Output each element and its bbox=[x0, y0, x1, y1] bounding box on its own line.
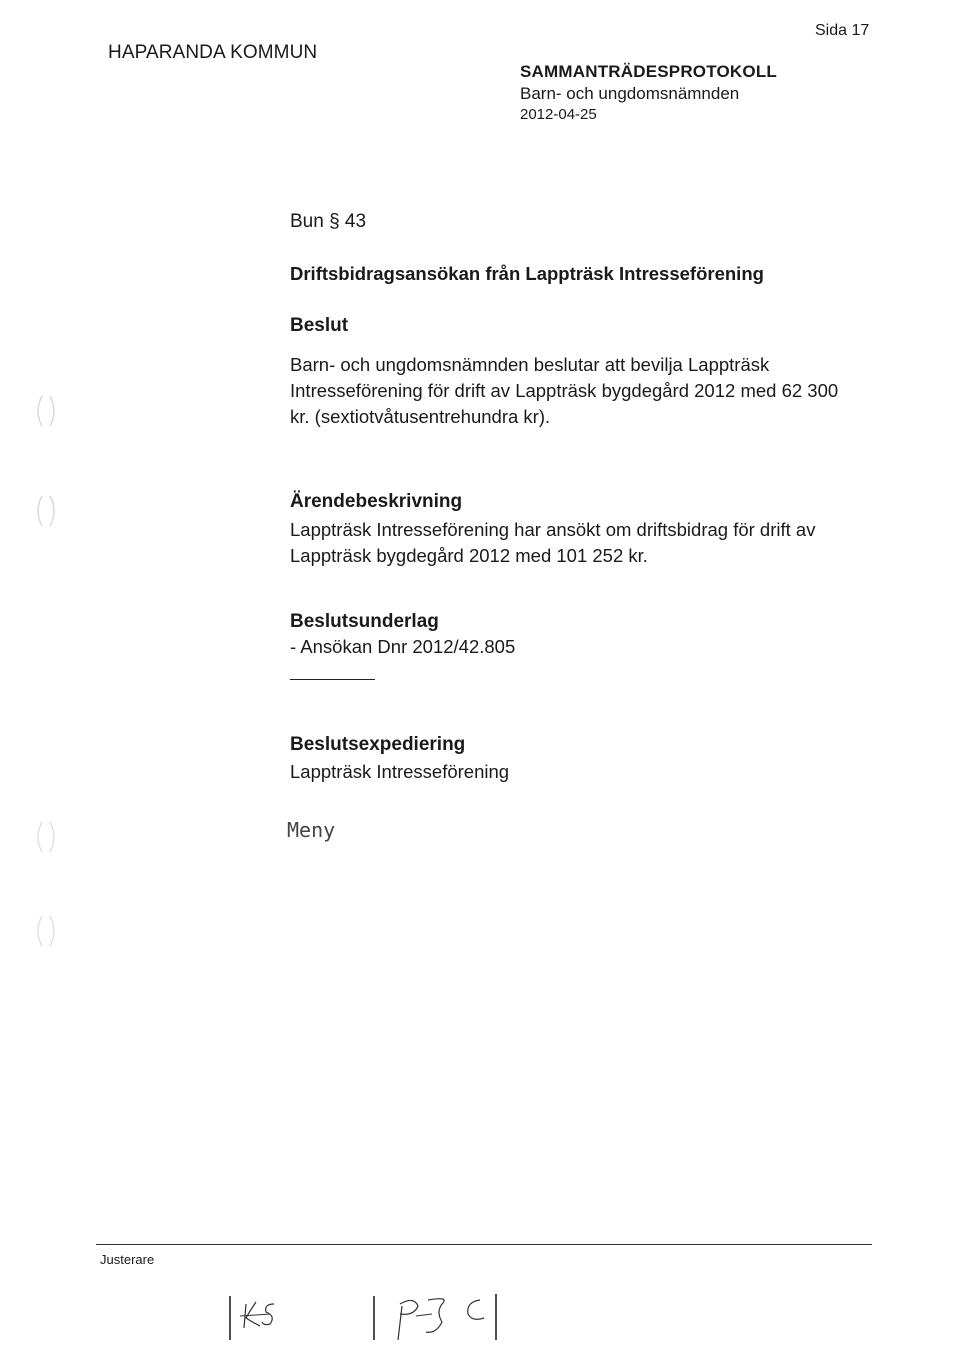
beslut-line: kr. (sextiotvåtusentrehundra kr). bbox=[290, 406, 551, 427]
arendebeskrivning-line: Lappträsk bygdegård 2012 med 101 252 kr. bbox=[290, 545, 648, 566]
signature-initials-ks bbox=[226, 1282, 306, 1342]
punch-hole-mark-icon bbox=[32, 392, 60, 430]
section-title: Driftsbidragsansökan från Lappträsk Intresseförening bbox=[290, 263, 764, 284]
paragraph-reference: Bun § 43 bbox=[290, 211, 367, 232]
document-type: SAMMANTRÄDESPROTOKOLL bbox=[520, 62, 777, 81]
section-divider bbox=[290, 679, 375, 680]
beslutsexpediering-recipient: Lappträsk Intresseförening bbox=[290, 761, 510, 782]
beslutsunderlag-item: - Ansökan Dnr 2012/42.805 bbox=[290, 636, 516, 657]
justerare-label: Justerare bbox=[100, 1252, 155, 1267]
arendebeskrivning-heading: Ärendebeskrivning bbox=[290, 491, 463, 512]
beslut-text bbox=[290, 352, 838, 430]
arendebeskrivning-text bbox=[290, 517, 815, 569]
beslut-line: Intresseförening för drift av Lappträsk bygdegård 2012 med 62 300 bbox=[290, 380, 839, 401]
beslutsexpediering-heading: Beslutsexpediering bbox=[290, 734, 466, 755]
footer-rule bbox=[96, 1244, 872, 1245]
organization-name: HAPARANDA KOMMUN bbox=[108, 42, 318, 63]
punch-hole-mark-icon bbox=[32, 818, 60, 856]
beslut-line: Barn- och ungdomsnämnden beslutar att bevilja Lappträsk bbox=[290, 354, 770, 375]
beslutsunderlag-heading: Beslutsunderlag bbox=[290, 611, 439, 632]
board-name: Barn- och ungdomsnämnden bbox=[520, 84, 740, 103]
meeting-date: 2012-04-25 bbox=[520, 106, 597, 123]
arendebeskrivning-line: Lappträsk Intresseförening har ansökt om driftsbidrag för drift av bbox=[290, 519, 816, 540]
punch-hole-mark-icon bbox=[32, 912, 60, 950]
meny-label[interactable]: Meny bbox=[287, 818, 336, 842]
page-number: Sida 17 bbox=[815, 22, 870, 39]
beslut-heading: Beslut bbox=[290, 315, 349, 336]
signature-initials-pjc bbox=[370, 1282, 510, 1342]
punch-hole-mark-icon bbox=[32, 492, 60, 530]
